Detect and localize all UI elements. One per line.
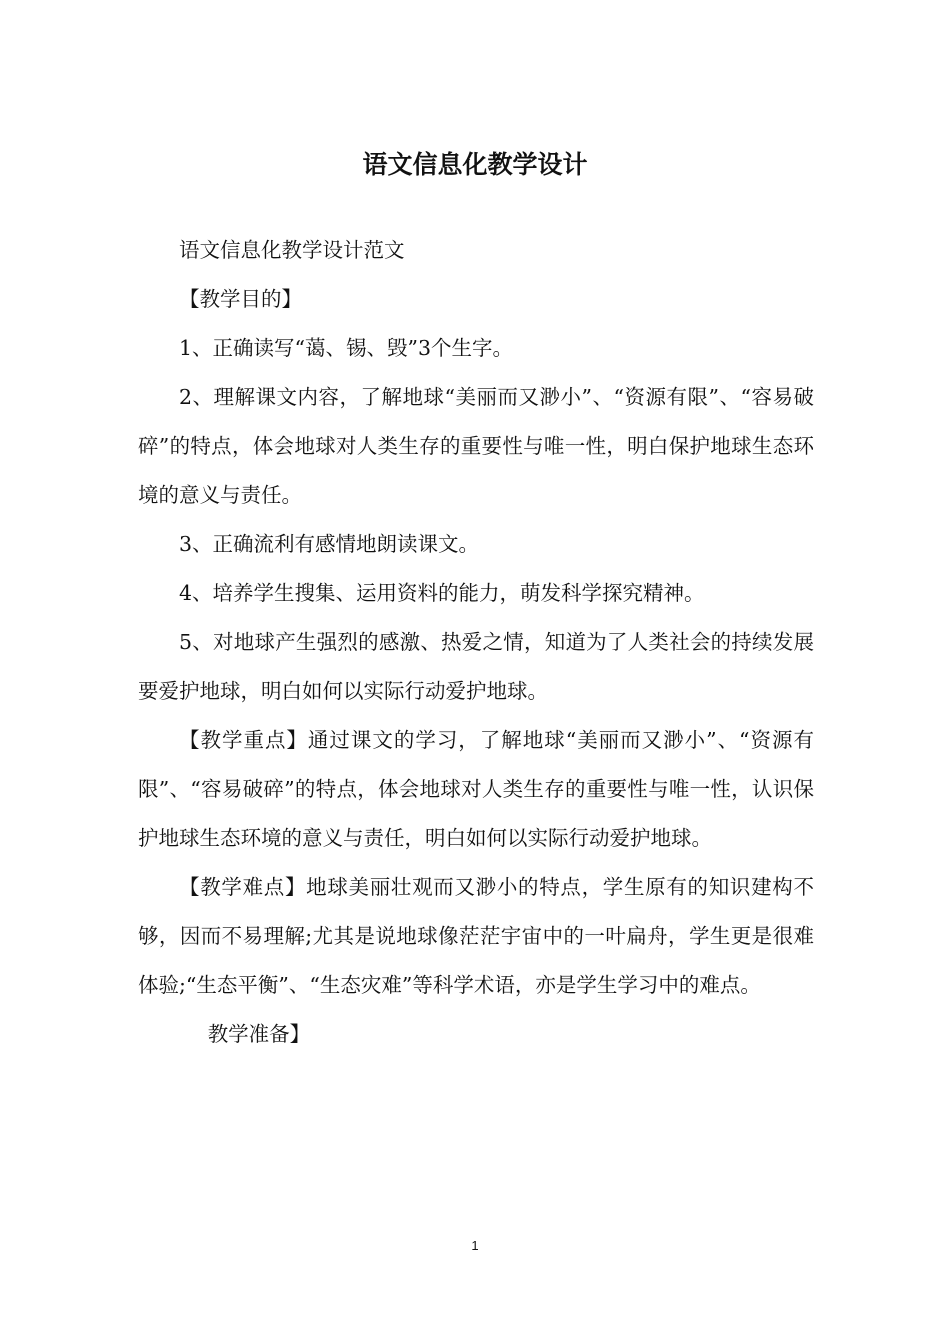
- paragraph-preparation: 教学准备】: [207, 1022, 311, 1046]
- paragraph-objective-5: 5、对地球产生强烈的感激、热爱之情，知道为了人类社会的持续发展要爱护地球，明白如何以实际行动爱护地球。: [138, 630, 814, 703]
- paragraph-key-points: 【教学重点】通过课文的学习，了解地球“美丽而又渺小”、“资源有限”、“容易破碎”的特点，体会地球对人类生存的重要性与唯一性，认识保护地球生态环境的意义与责任，明白如何以实际行动爱护地球。: [138, 728, 814, 850]
- paragraph-objective-4: 4、培养学生搜集、运用资料的能力，萌发科学探究精神。: [179, 581, 705, 605]
- paragraph-subtitle: 语文信息化教学设计范文: [179, 238, 405, 262]
- paragraph-objectives-heading: 【教学目的】: [179, 287, 302, 311]
- document-body: [138, 226, 814, 1059]
- paragraph-objective-3: 3、正确流利有感情地朗读课文。: [179, 532, 480, 556]
- page-number: 1: [471, 1238, 479, 1253]
- paragraph-difficulties: 【教学难点】地球美丽壮观而又渺小的特点，学生原有的知识建构不够，因而不易理解;尤其是说地球像茫茫宇宙中的一叶扁舟，学生更是很难体验;“生态平衡”、“生态灾难”等科学术语，亦是学生学习中的难点。: [138, 875, 814, 997]
- paragraph-objective-1: 1、正确读写“蔼、锡、毁”3个生字。: [179, 336, 514, 360]
- paragraph-objective-2: 2、理解课文内容，了解地球“美丽而又渺小”、“资源有限”、“容易破碎”的特点，体会地球对人类生存的重要性与唯一性，明白保护地球生态环境的意义与责任。: [138, 385, 814, 507]
- document-title: 语文信息化教学设计: [362, 150, 588, 179]
